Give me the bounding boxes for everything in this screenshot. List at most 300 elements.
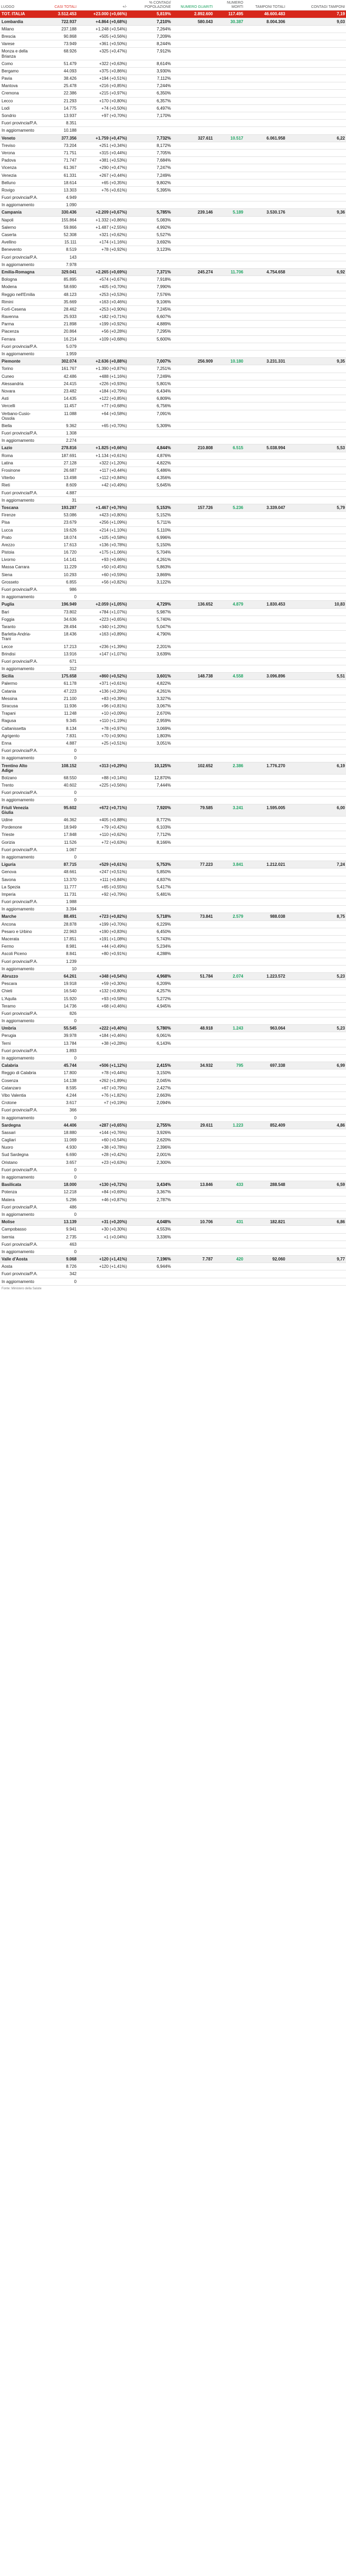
cell-casi: 1.988 bbox=[41, 898, 78, 906]
cell-luogo: Enna bbox=[0, 739, 41, 747]
cell-morti bbox=[214, 172, 244, 179]
cell-contagi-tamponi bbox=[286, 459, 346, 467]
cell-tamponi: 288.548 bbox=[244, 1181, 286, 1189]
cell-pct: 5,047% bbox=[128, 623, 172, 630]
cell-morti bbox=[214, 60, 244, 67]
cell-luogo: Umbria bbox=[0, 1025, 41, 1032]
cell-morti bbox=[214, 321, 244, 328]
cell-morti bbox=[214, 950, 244, 958]
cell-contagi-tamponi bbox=[286, 1129, 346, 1136]
cell-delta: +42 (+0,49%) bbox=[78, 482, 128, 489]
cell-delta: +92 (+0,79%) bbox=[78, 891, 128, 898]
cell-luogo: Rimini bbox=[0, 298, 41, 305]
cell-morti bbox=[214, 1055, 244, 1062]
cell-pct: 5,417% bbox=[128, 883, 172, 891]
cell-morti bbox=[214, 335, 244, 343]
cell-luogo: Lodi bbox=[0, 104, 41, 112]
cell-luogo: Lecce bbox=[0, 643, 41, 650]
cell-casi: 14.141 bbox=[41, 556, 78, 564]
cell-morti bbox=[214, 395, 244, 402]
cell-guariti bbox=[172, 1226, 214, 1233]
cell-casi: 0 bbox=[41, 755, 78, 762]
cell-tamponi bbox=[244, 186, 286, 194]
cell-casi: 9.941 bbox=[41, 1226, 78, 1233]
cell-morti bbox=[214, 1159, 244, 1166]
col-luogo[interactable]: LUOGO bbox=[0, 0, 41, 10]
region-row bbox=[0, 504, 346, 511]
cell-pct bbox=[128, 1241, 172, 1248]
cell-pct: 4,790% bbox=[128, 631, 172, 643]
cell-luogo: Trento bbox=[0, 782, 41, 789]
cell-contagi-tamponi bbox=[286, 149, 346, 156]
cell-guariti bbox=[172, 824, 214, 831]
cell-luogo: Liguria bbox=[0, 861, 41, 868]
col-casi[interactable] bbox=[41, 0, 78, 10]
cell-luogo: In aggiornamento bbox=[0, 1174, 41, 1181]
cell-luogo: Ascoli Piceno bbox=[0, 950, 41, 958]
cell-luogo: Ravenna bbox=[0, 313, 41, 321]
cell-contagi-tamponi bbox=[286, 112, 346, 120]
cell-tamponi bbox=[244, 1040, 286, 1047]
cell-contagi-tamponi bbox=[286, 1151, 346, 1159]
cell-pct: 2,201% bbox=[128, 643, 172, 650]
cell-luogo: In aggiornamento bbox=[0, 906, 41, 913]
cell-guariti bbox=[172, 283, 214, 291]
cell-morti: 3.841 bbox=[214, 861, 244, 868]
cell-delta: +253 (+0,53%) bbox=[78, 291, 128, 298]
cell-luogo: Siracusa bbox=[0, 703, 41, 710]
col-morti[interactable]: NUMERO MORTI bbox=[214, 0, 244, 10]
cell-contagi-tamponi bbox=[286, 1010, 346, 1017]
cell-casi: 31 bbox=[41, 496, 78, 504]
table-body bbox=[0, 10, 346, 1285]
cell-guariti bbox=[172, 732, 214, 739]
cell-luogo: Fuori provincia/P.A. bbox=[0, 898, 41, 906]
cell-guariti: 136.652 bbox=[172, 601, 214, 608]
cell-delta: +184 (+0,79%) bbox=[78, 387, 128, 395]
cell-contagi-tamponi: 9,35 bbox=[286, 358, 346, 365]
cell-casi: 35.669 bbox=[41, 298, 78, 305]
cell-luogo: Nuoro bbox=[0, 1144, 41, 1151]
cell-luogo: In aggiornamento bbox=[0, 1248, 41, 1255]
cell-luogo: Genova bbox=[0, 868, 41, 876]
cell-morti bbox=[214, 608, 244, 616]
cell-contagi-tamponi bbox=[286, 120, 346, 127]
col-tamponi[interactable]: TAMPONI TOTALI bbox=[244, 0, 286, 10]
cell-pct: 7,112% bbox=[128, 75, 172, 82]
cell-pct: 5,711% bbox=[128, 519, 172, 526]
col-pct[interactable]: % CONTAGI/ POPOLAZIONE bbox=[128, 0, 172, 10]
cell-casi: 6.690 bbox=[41, 1151, 78, 1159]
cell-guariti bbox=[172, 194, 214, 202]
cell-guariti bbox=[172, 519, 214, 526]
cell-morti bbox=[214, 1010, 244, 1017]
cell-contagi-tamponi bbox=[286, 365, 346, 373]
cell-tamponi: 3.096.896 bbox=[244, 673, 286, 680]
region-row bbox=[0, 1121, 346, 1129]
cell-guariti bbox=[172, 395, 214, 402]
cell-luogo: L'Aquila bbox=[0, 995, 41, 1002]
cell-delta bbox=[78, 1211, 128, 1218]
cell-luogo: Fuori provincia/P.A. bbox=[0, 194, 41, 202]
cell-tamponi bbox=[244, 231, 286, 239]
cell-guariti bbox=[172, 782, 214, 789]
cell-pct: 7,249% bbox=[128, 373, 172, 380]
cell-tamponi: 1.223.572 bbox=[244, 972, 286, 980]
cell-luogo: Sassari bbox=[0, 1129, 41, 1136]
cell-tamponi bbox=[244, 725, 286, 732]
cell-tamponi bbox=[244, 149, 286, 156]
cell-tamponi: 46.600.483 bbox=[244, 10, 286, 18]
province-row bbox=[0, 831, 346, 839]
cell-pct: 3,067% bbox=[128, 703, 172, 710]
cell-morti bbox=[214, 380, 244, 387]
cell-contagi-tamponi bbox=[286, 564, 346, 571]
cell-luogo: Fuori provincia/P.A. bbox=[0, 1107, 41, 1114]
cell-delta: +83 (+0,39%) bbox=[78, 695, 128, 702]
cell-morti bbox=[214, 120, 244, 127]
cell-tamponi bbox=[244, 97, 286, 104]
cell-tamponi bbox=[244, 1203, 286, 1211]
province-row bbox=[0, 1002, 346, 1010]
cell-luogo: Verona bbox=[0, 149, 41, 156]
cell-casi: 4.887 bbox=[41, 739, 78, 747]
cell-pct bbox=[128, 194, 172, 202]
cell-tamponi bbox=[244, 950, 286, 958]
cell-contagi-tamponi bbox=[286, 186, 346, 194]
cell-guariti: 239.146 bbox=[172, 209, 214, 216]
cell-guariti bbox=[172, 680, 214, 687]
cell-guariti bbox=[172, 112, 214, 120]
cell-morti bbox=[214, 97, 244, 104]
province-row bbox=[0, 549, 346, 556]
cell-casi: 71.751 bbox=[41, 149, 78, 156]
cell-pct bbox=[128, 665, 172, 673]
col-guariti[interactable] bbox=[172, 0, 214, 10]
cell-pct: 3,150% bbox=[128, 1069, 172, 1077]
cell-tamponi bbox=[244, 1233, 286, 1241]
province-row bbox=[0, 1137, 346, 1144]
cell-contagi-tamponi bbox=[286, 695, 346, 702]
cell-pct: 2,415% bbox=[128, 1062, 172, 1069]
cell-guariti bbox=[172, 643, 214, 650]
province-row bbox=[0, 482, 346, 489]
cell-delta: +381 (+0,53%) bbox=[78, 157, 128, 164]
cell-contagi-tamponi bbox=[286, 1047, 346, 1054]
cell-morti bbox=[214, 276, 244, 283]
cell-delta: +214 (+1,10%) bbox=[78, 526, 128, 534]
province-row bbox=[0, 387, 346, 395]
cell-delta: +97 (+0,70%) bbox=[78, 112, 128, 120]
cell-luogo: Fuori provincia/P.A. bbox=[0, 489, 41, 496]
cell-delta: +38 (+0,28%) bbox=[78, 1040, 128, 1047]
cell-contagi-tamponi bbox=[286, 578, 346, 586]
cell-delta: +65 (+0,70%) bbox=[78, 422, 128, 429]
cell-luogo: In aggiornamento bbox=[0, 1278, 41, 1285]
cell-guariti: 79.585 bbox=[172, 804, 214, 816]
cell-morti bbox=[214, 703, 244, 710]
cell-tamponi bbox=[244, 224, 286, 231]
cell-morti bbox=[214, 313, 244, 321]
cell-casi: 342 bbox=[41, 1270, 78, 1278]
cell-pct bbox=[128, 906, 172, 913]
cell-delta bbox=[78, 846, 128, 853]
cell-guariti bbox=[172, 593, 214, 601]
cell-contagi-tamponi bbox=[286, 395, 346, 402]
cell-luogo: Teramo bbox=[0, 1002, 41, 1010]
cell-casi: 0 bbox=[41, 789, 78, 797]
cell-tamponi bbox=[244, 965, 286, 972]
cell-guariti: 77.223 bbox=[172, 861, 214, 868]
cell-casi: 16.720 bbox=[41, 549, 78, 556]
cell-contagi-tamponi bbox=[286, 1174, 346, 1181]
cell-delta: +1.467 (+0,76%) bbox=[78, 504, 128, 511]
cell-pct: 6,061% bbox=[128, 1032, 172, 1040]
province-row bbox=[0, 1099, 346, 1107]
cell-pct: 8,172% bbox=[128, 142, 172, 149]
cell-morti: 30.387 bbox=[214, 18, 244, 25]
cell-luogo: Avellino bbox=[0, 239, 41, 246]
cell-contagi-tamponi bbox=[286, 883, 346, 891]
cell-delta: +144 (+0,76%) bbox=[78, 1129, 128, 1136]
cell-morti bbox=[214, 82, 244, 90]
cell-contagi-tamponi bbox=[286, 305, 346, 313]
cell-tamponi bbox=[244, 797, 286, 804]
cell-tamponi bbox=[244, 496, 286, 504]
cell-pct: 4,553% bbox=[128, 1226, 172, 1233]
cell-morti: 431 bbox=[214, 1218, 244, 1226]
province-row bbox=[0, 1069, 346, 1077]
cell-luogo: In aggiornamento bbox=[0, 202, 41, 209]
province-row bbox=[0, 616, 346, 623]
cell-casi: 155.864 bbox=[41, 216, 78, 224]
cell-tamponi bbox=[244, 335, 286, 343]
cell-luogo: Fuori provincia/P.A. bbox=[0, 789, 41, 797]
province-row bbox=[0, 239, 346, 246]
cell-delta bbox=[78, 127, 128, 134]
cell-delta: +1.759 (+0,47%) bbox=[78, 134, 128, 142]
cell-delta: +120 (+1,41%) bbox=[78, 1263, 128, 1270]
cell-tamponi bbox=[244, 1174, 286, 1181]
cell-delta: +93 (+0,66%) bbox=[78, 556, 128, 564]
cell-luogo: Veneto bbox=[0, 134, 41, 142]
cell-delta: +175 (+1,06%) bbox=[78, 549, 128, 556]
province-row bbox=[0, 33, 346, 40]
cell-contagi-tamponi bbox=[286, 246, 346, 253]
cell-delta: +361 (+0,50%) bbox=[78, 40, 128, 48]
cell-casi: 3.512.453 bbox=[41, 10, 78, 18]
cell-guariti bbox=[172, 703, 214, 710]
cell-luogo: Treviso bbox=[0, 142, 41, 149]
cell-morti bbox=[214, 564, 244, 571]
cell-tamponi bbox=[244, 920, 286, 928]
cell-guariti bbox=[172, 1233, 214, 1241]
cell-tamponi: 988.038 bbox=[244, 913, 286, 920]
cell-pct: 8,244% bbox=[128, 40, 172, 48]
province-row bbox=[0, 846, 346, 853]
cell-guariti: 157.726 bbox=[172, 504, 214, 511]
cell-luogo: Reggio di Calabria bbox=[0, 1069, 41, 1077]
cell-pct: 6,944% bbox=[128, 1263, 172, 1270]
province-row bbox=[0, 988, 346, 995]
cell-delta bbox=[78, 253, 128, 261]
cell-contagi-tamponi bbox=[286, 541, 346, 548]
cell-morti bbox=[214, 988, 244, 995]
cell-morti bbox=[214, 194, 244, 202]
cell-pct: 3,367% bbox=[128, 1189, 172, 1196]
province-row bbox=[0, 1107, 346, 1114]
cell-delta bbox=[78, 958, 128, 965]
cell-morti bbox=[214, 1233, 244, 1241]
cell-delta bbox=[78, 898, 128, 906]
cell-pct: 7,684% bbox=[128, 157, 172, 164]
cell-delta bbox=[78, 194, 128, 202]
cell-luogo: Trapani bbox=[0, 710, 41, 717]
cell-guariti bbox=[172, 1084, 214, 1091]
cell-guariti bbox=[172, 1010, 214, 1017]
col-delta[interactable]: +/- bbox=[78, 0, 128, 10]
cell-casi: 73.949 bbox=[41, 40, 78, 48]
province-row bbox=[0, 402, 346, 410]
cell-casi: 27.128 bbox=[41, 459, 78, 467]
cell-delta: +80 (+0,91%) bbox=[78, 950, 128, 958]
cell-contagi-tamponi bbox=[286, 1137, 346, 1144]
province-row bbox=[0, 534, 346, 541]
cell-guariti bbox=[172, 534, 214, 541]
cell-guariti bbox=[172, 687, 214, 695]
cell-pct bbox=[128, 965, 172, 972]
cell-delta: +1.248 (+0,54%) bbox=[78, 25, 128, 33]
cell-morti bbox=[214, 216, 244, 224]
cell-contagi-tamponi bbox=[286, 430, 346, 437]
cell-pct: 12,870% bbox=[128, 774, 172, 781]
cell-casi: 16.214 bbox=[41, 335, 78, 343]
cell-luogo: In aggiornamento bbox=[0, 965, 41, 972]
cell-luogo: Piemonte bbox=[0, 358, 41, 365]
cell-contagi-tamponi bbox=[286, 48, 346, 60]
cell-casi: 40.602 bbox=[41, 782, 78, 789]
cell-delta bbox=[78, 797, 128, 804]
cell-contagi-tamponi bbox=[286, 343, 346, 350]
cell-contagi-tamponi bbox=[286, 936, 346, 943]
cell-morti bbox=[214, 898, 244, 906]
cell-pct: 7,245% bbox=[128, 305, 172, 313]
col-contagi-tamponi[interactable]: CONTAGI TAMPONI bbox=[286, 0, 346, 10]
cell-pct bbox=[128, 846, 172, 853]
cell-contagi-tamponi: 6,59 bbox=[286, 1181, 346, 1189]
cell-casi: 11.088 bbox=[41, 410, 78, 422]
province-row bbox=[0, 1166, 346, 1173]
cell-tamponi bbox=[244, 328, 286, 335]
cell-casi: 8.519 bbox=[41, 246, 78, 253]
cell-contagi-tamponi bbox=[286, 216, 346, 224]
region-row bbox=[0, 134, 346, 142]
cell-tamponi bbox=[244, 1032, 286, 1040]
cell-morti bbox=[214, 1241, 244, 1248]
cell-casi: 73.204 bbox=[41, 142, 78, 149]
cell-luogo: Fuori provincia/P.A. bbox=[0, 253, 41, 261]
cell-contagi-tamponi bbox=[286, 380, 346, 387]
cell-guariti bbox=[172, 817, 214, 824]
cell-contagi-tamponi bbox=[286, 202, 346, 209]
cell-luogo: Livorno bbox=[0, 556, 41, 564]
cell-casi: 52.308 bbox=[41, 231, 78, 239]
cell-pct: 3,327% bbox=[128, 695, 172, 702]
cell-luogo: Massa Carrara bbox=[0, 564, 41, 571]
cell-pct bbox=[128, 898, 172, 906]
cell-guariti bbox=[172, 1241, 214, 1248]
cell-contagi-tamponi bbox=[286, 1091, 346, 1099]
cell-delta: +147 (+1,07%) bbox=[78, 650, 128, 658]
cell-morti: 420 bbox=[214, 1256, 244, 1263]
cell-delta: +50 (+0,45%) bbox=[78, 564, 128, 571]
cell-tamponi bbox=[244, 534, 286, 541]
cell-guariti bbox=[172, 839, 214, 846]
cell-delta: +256 (+1,09%) bbox=[78, 519, 128, 526]
cell-morti bbox=[214, 556, 244, 564]
province-row bbox=[0, 1174, 346, 1181]
cell-guariti bbox=[172, 149, 214, 156]
cell-morti: 6.515 bbox=[214, 444, 244, 452]
cell-morti: 2.074 bbox=[214, 972, 244, 980]
cell-delta bbox=[78, 120, 128, 127]
cell-luogo: Agrigento bbox=[0, 732, 41, 739]
province-row bbox=[0, 747, 346, 755]
province-row bbox=[0, 224, 346, 231]
cell-guariti: 13.846 bbox=[172, 1181, 214, 1189]
cell-delta: +505 (+0,56%) bbox=[78, 33, 128, 40]
cell-luogo: Palermo bbox=[0, 680, 41, 687]
cell-tamponi bbox=[244, 988, 286, 995]
region-row bbox=[0, 804, 346, 816]
cell-pct: 5,150% bbox=[128, 541, 172, 548]
cell-casi: 9.362 bbox=[41, 422, 78, 429]
cell-tamponi bbox=[244, 943, 286, 950]
cell-delta: +109 (+0,68%) bbox=[78, 335, 128, 343]
province-row bbox=[0, 817, 346, 824]
cell-morti bbox=[214, 40, 244, 48]
cell-tamponi bbox=[244, 853, 286, 861]
cell-luogo: Savona bbox=[0, 876, 41, 883]
cell-casi: 46.362 bbox=[41, 817, 78, 824]
cell-guariti bbox=[172, 586, 214, 593]
cell-contagi-tamponi bbox=[286, 988, 346, 995]
cell-pct: 7,247% bbox=[128, 164, 172, 172]
cell-pct: 5,819% bbox=[128, 10, 172, 18]
province-row bbox=[0, 593, 346, 601]
cell-delta: +199 (+0,92%) bbox=[78, 321, 128, 328]
cell-pct: 6,434% bbox=[128, 387, 172, 395]
cell-casi: 463 bbox=[41, 1241, 78, 1248]
cell-guariti bbox=[172, 958, 214, 965]
cell-contagi-tamponi bbox=[286, 703, 346, 710]
cell-contagi-tamponi: 10,83 bbox=[286, 601, 346, 608]
cell-luogo: Rieti bbox=[0, 482, 41, 489]
cell-delta bbox=[78, 202, 128, 209]
cell-pct: 8,614% bbox=[128, 60, 172, 67]
cell-guariti bbox=[172, 571, 214, 578]
cell-guariti bbox=[172, 541, 214, 548]
cell-tamponi bbox=[244, 650, 286, 658]
cell-luogo: Messina bbox=[0, 695, 41, 702]
cell-delta: +348 (+0,54%) bbox=[78, 972, 128, 980]
cell-morti bbox=[214, 1084, 244, 1091]
cell-contagi-tamponi bbox=[286, 643, 346, 650]
cell-guariti bbox=[172, 276, 214, 283]
cell-pct: 5,704% bbox=[128, 549, 172, 556]
cell-pct: 5,309% bbox=[128, 422, 172, 429]
province-row bbox=[0, 541, 346, 548]
